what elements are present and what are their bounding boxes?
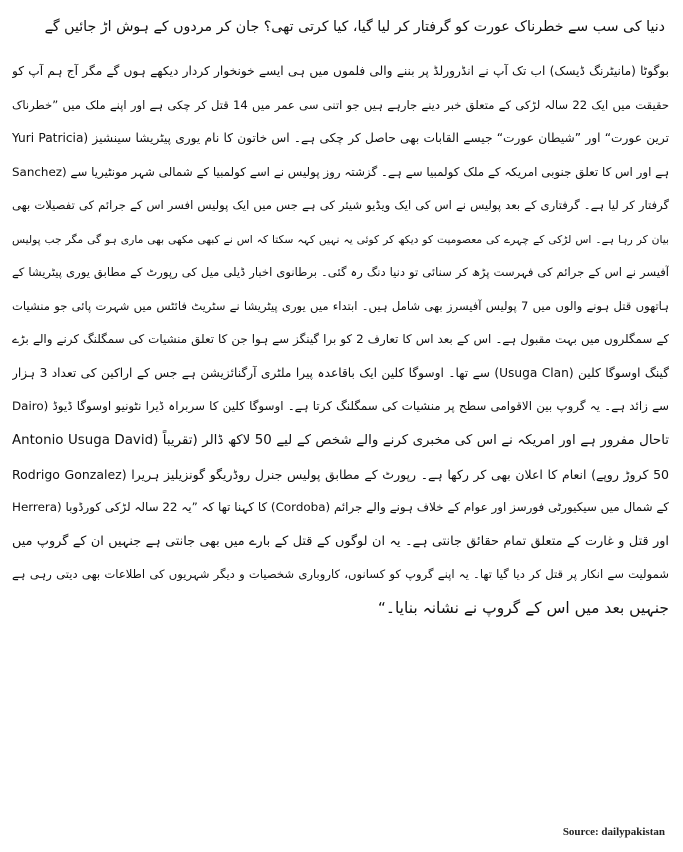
source-credit: Source: dailypakistan [562,826,665,838]
body-line: ترین عورت“ اور ”شیطان عورت“ جیسے القابات بھی حاصل کر چکی ہے۔ اس خاتون کا نام یوری پیٹریشا سینشیز (Yuri Patricia [12,131,669,146]
article-body [12,55,669,625]
body-line: Sanchez) ہے اور اس کا تعلق جنوبی امریکہ کے ملک کولمبیا سے ہے۔ گزشتہ روز پولیس نے اسے کولمبیا کے شمالی شہر مونٹیریا سے [12,164,669,179]
body-line: Antonio Usuga David) تاحال مفرور ہے اور امریکہ نے اس کی مخبری کرنے والے شخص کے لیے 50 لاکھ ڈالر (تقریباً [12,433,669,449]
body-line: Herrera) کا کہنا تھا کہ ”یہ 22 سالہ لڑکی کورڈوبا (Cordoba) کے شمال میں سیکیورٹی فورسز اور عوام کے خلاف ہونے والے جرائم [12,500,669,515]
body-line: جنہیں بعد میں اس کے گروپ نے نشانہ بنایا۔“ [377,598,669,617]
body-line: آفیسر نے اس کے جرائم کی فہرست پڑھ کر سنائی تو دنیا دنگ رہ گئی۔ برطانوی اخبار ڈیلی میل کی رپورٹ کے مطابق یوری پیٹریشا کے [12,265,669,280]
body-line: ہاتھوں قتل ہونے والوں میں 7 پولیس آفیسرز بھی شامل ہیں۔ ابتداء میں یوری پیٹریشا نے سٹریٹ فائٹس میں شہرت پائی جو منشیات [12,298,669,313]
body-line: سے زائد ہے۔ یہ گروپ بین الاقوامی سطح پر منشیات کی سمگلنگ کرتا ہے۔ اوسوگا کلین کا سربراہ ڈیرا نٹونیو اوسوگا ڈیوڈ (Dairo [12,399,669,414]
body-line: اور قتل و غارت کے متعلق تمام حقائق جانتی ہے۔ یہ ان لوگوں کے قتل کے بارے میں بھی جانتی ہے جنہیں ان کے گروپ میں [12,533,669,549]
body-line: گرفتار کر لیا ہے۔ گرفتاری کے بعد پولیس نے اس کی ایک ویڈیو شیئر کی ہے جس میں ایک پولیس افسر اس کے جرائم کی تفصیلات بھی [12,198,669,213]
headline: دنیا کی سب سے خطرناک عورت کو گرفتار کر لیا گیا، کیا کرتی تھی؟ جان کر مردوں کے ہوش اڑ جائیں گے [44,19,665,35]
body-line: 50 کروڑ روپے) انعام کا اعلان بھی کر رکھا ہے۔ رپورٹ کے مطابق پولیس جنرل روڈریگو گونزیلیز ہریرا (Rodrigo Gonzalez [12,466,669,482]
body-line: حقیقت میں ایک 22 سالہ لڑکی کے متعلق خبر دینے جارہے ہیں جو اتنی سی عمر میں 14 قتل کر چکی ہے اور اپنے ملک میں ”خطرناک [12,97,669,112]
body-line: کے سمگلروں میں بہت مقبول ہے۔ اس کے بعد اس کا تعارف 2 کو برا گینگز سے ہوا جن کا تعلق منشیات کی سمگلنگ کرنے والے بڑے [12,332,669,347]
body-line: بیان کر رہا ہے۔ اس لڑکی کے چہرے کی معصومیت کو دیکھ کر کوئی یہ نہیں کہہ سکتا کہ اس نے کبھی مکھی بھی ماری ہو گی مگر جب پولیس [12,232,669,246]
body-line: گینگ اوسوگا کلین (Usuga Clan) سے تھا۔ اوسوگا کلین ایک باقاعدہ پیرا ملٹری آرگنائزیشن ہے جس کے اراکین کی تعداد 3 ہزار [12,365,669,380]
body-line: بوگوٹا (مانیٹرنگ ڈیسک) اب تک آپ نے انڈرورلڈ پر بننے والی فلموں میں ہی ایسے خونخوار کردار دیکھے ہوں گے مگر آج ہم آپ کو [12,64,669,78]
body-line: شمولیت سے انکار پر قتل کر دیا گیا تھا۔ یہ اپنے گروپ کو کسانوں، کاروباری شخصیات و دیگر شہریوں کی اطلاعات بھی دیتی رہی ہے [12,567,669,582]
